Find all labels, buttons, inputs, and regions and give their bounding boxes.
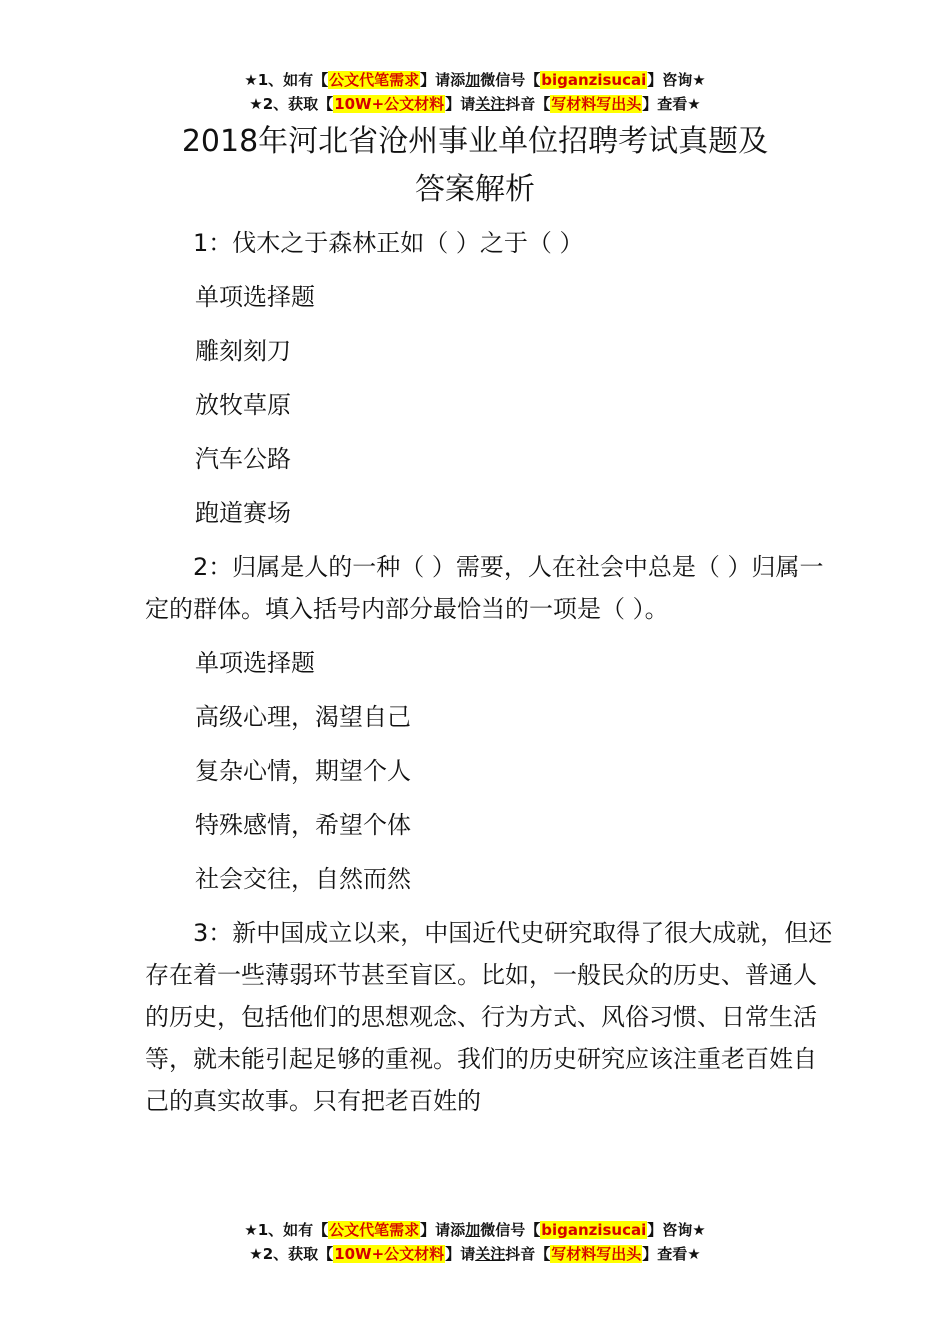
document-title	[0, 118, 950, 214]
banner-text: 】请	[445, 95, 476, 113]
banner-text: ★1、如有【	[244, 71, 329, 89]
banner-line-2	[0, 1242, 950, 1266]
banner-text: 】请添	[420, 1221, 466, 1239]
question-stem: 3：新中国成立以来，中国近代史研究取得了很大成就，但还存在着一些薄弱环节甚至盲区。比如，一般民众的历史、普通人的历史，包括他们的思想观念、行为方式、风俗习惯、日常生活等，就未能引起足够的重视。我们的历史研究应该注重老百姓自己的真实故事。只有把老百姓的	[145, 919, 833, 1115]
question-type: 单项选择题	[195, 283, 315, 311]
banner-text: 】查看★	[642, 1245, 701, 1263]
banner-line-1	[0, 1218, 950, 1242]
banner-underlined-text: 关注	[475, 95, 506, 113]
answer-option: 汽车公路	[195, 445, 291, 473]
banner-text: ★2、获取【	[249, 95, 334, 113]
header-banner	[0, 68, 950, 116]
banner-highlight-wechat-id: biganzisucai	[541, 1221, 647, 1239]
answer-option: 社会交往，自然而然	[195, 865, 411, 893]
banner-text: 】请	[445, 1245, 476, 1263]
banner-highlight-douyin: 写材料写出头	[551, 95, 642, 113]
document-body	[145, 222, 835, 1122]
answer-option: 跑道赛场	[195, 499, 291, 527]
banner-highlight-materials: 10W+公文材料	[334, 1245, 445, 1263]
answer-option: 特殊感情，希望个体	[195, 811, 411, 839]
banner-text: 抖音【	[505, 95, 551, 113]
answer-option: 放牧草原	[195, 391, 291, 419]
footer-banner	[0, 1218, 950, 1266]
answer-option: 复杂心情，期望个人	[195, 757, 411, 785]
question-stem: 2：归属是人的一种（ ）需要，人在社会中总是（ ）归属一定的群体。填入括号内部分最恰当的一项是（ ）。	[145, 553, 824, 623]
banner-highlight-service: 公文代笔需求	[329, 71, 420, 89]
title-line-2: 答案解析	[415, 172, 535, 207]
banner-line-1	[0, 68, 950, 92]
banner-text: 】咨询★	[647, 71, 706, 89]
banner-highlight-wechat-id: biganzisucai	[541, 71, 647, 89]
banner-text: ★2、获取【	[249, 1245, 334, 1263]
banner-text: 】咨询★	[647, 1221, 706, 1239]
answer-option: 高级心理，渴望自己	[195, 703, 411, 731]
banner-underlined-text: 加	[465, 1221, 481, 1239]
banner-text: 微信号【	[480, 71, 541, 89]
banner-underlined-text: 关注	[475, 1245, 506, 1263]
banner-highlight-materials: 10W+公文材料	[334, 95, 445, 113]
banner-line-2	[0, 92, 950, 116]
answer-option: 雕刻刻刀	[195, 337, 291, 365]
question-stem: 1：伐木之于森林正如（ ）之于（ ）	[193, 229, 584, 257]
question-type: 单项选择题	[195, 649, 315, 677]
banner-text: 抖音【	[505, 1245, 551, 1263]
banner-highlight-douyin: 写材料写出头	[551, 1245, 642, 1263]
banner-text: 】查看★	[642, 95, 701, 113]
banner-text: ★1、如有【	[244, 1221, 329, 1239]
banner-underlined-text: 加	[465, 71, 481, 89]
title-line-1: 2018年河北省沧州事业单位招聘考试真题及	[181, 124, 769, 159]
banner-text: 】请添	[420, 71, 466, 89]
banner-text: 微信号【	[480, 1221, 541, 1239]
banner-highlight-service: 公文代笔需求	[329, 1221, 420, 1239]
